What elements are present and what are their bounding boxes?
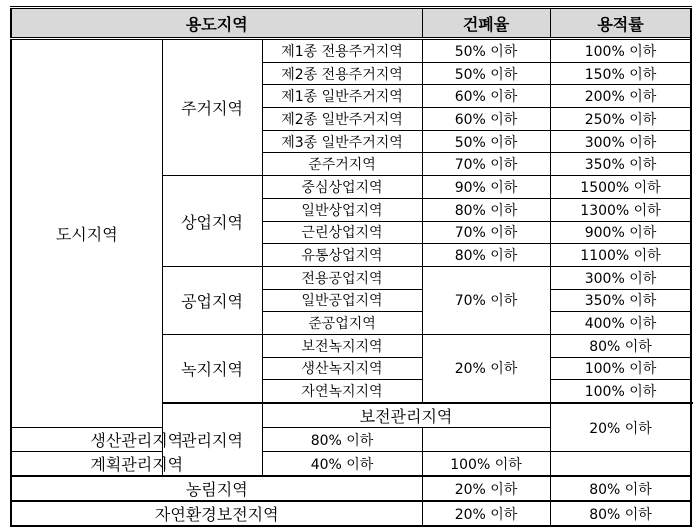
zone-name: 보전녹지지역 [262, 334, 422, 357]
coverage-value: 80% 이하 [422, 244, 550, 267]
far-value: 150% 이하 [550, 62, 691, 85]
far-value: 250% 이하 [550, 108, 691, 131]
zone-name: 제1종 일반주거지역 [262, 85, 422, 108]
zone-name: 계획관리지역 [11, 452, 262, 477]
far-value: 100% 이하 [550, 39, 691, 63]
header-zone: 용도지역 [11, 8, 422, 39]
coverage-value: 20% 이하 [422, 334, 550, 403]
coverage-value: 90% 이하 [422, 176, 550, 199]
coverage-value: 20% 이하 [422, 476, 550, 501]
zone-name: 중심상업지역 [262, 176, 422, 199]
table-row [11, 501, 691, 526]
header-coverage: 건폐율 [422, 8, 550, 39]
residential-label: 주거지역 [162, 39, 262, 176]
table-row [11, 476, 691, 501]
zone-name: 생산녹지지역 [262, 357, 422, 380]
coverage-value: 70% 이하 [422, 221, 550, 244]
zone-name: 준주거지역 [262, 153, 422, 176]
zone-name: 전용공업지역 [262, 266, 422, 289]
industrial-label: 공업지역 [162, 266, 262, 334]
zone-name: 제3종 일반주거지역 [262, 130, 422, 153]
zoning-table [10, 6, 692, 527]
zone-name: 자연녹지지역 [262, 380, 422, 403]
management-label: 관리지역 [162, 403, 262, 476]
zone-name: 제2종 일반주거지역 [262, 108, 422, 131]
zone-name: 자연환경보전지역 [11, 501, 422, 526]
zone-name: 농림지역 [11, 476, 422, 501]
coverage-value: 50% 이하 [422, 62, 550, 85]
zone-name: 보전관리지역 [262, 403, 550, 428]
coverage-value: 70% 이하 [422, 153, 550, 176]
far-value: 80% 이하 [550, 334, 691, 357]
far-value: 100% 이하 [422, 452, 550, 477]
coverage-value: 20% 이하 [550, 403, 691, 452]
zone-name: 유통상업지역 [262, 244, 422, 267]
table-row [11, 452, 691, 477]
far-value: 80% 이하 [550, 476, 691, 501]
zone-name: 일반공업지역 [262, 289, 422, 312]
zone-name: 일반상업지역 [262, 198, 422, 221]
far-value: 200% 이하 [550, 85, 691, 108]
table-row [11, 39, 691, 63]
commercial-label: 상업지역 [162, 176, 262, 267]
zone-name: 제2종 전용주거지역 [262, 62, 422, 85]
far-value: 400% 이하 [550, 312, 691, 335]
coverage-value: 40% 이하 [262, 452, 422, 477]
far-value: 100% 이하 [550, 380, 691, 403]
far-value: 80% 이하 [262, 428, 422, 452]
coverage-value: 60% 이하 [422, 108, 550, 131]
far-value: 300% 이하 [550, 130, 691, 153]
zone-name: 근린상업지역 [262, 221, 422, 244]
coverage-value: 60% 이하 [422, 85, 550, 108]
far-value: 350% 이하 [550, 153, 691, 176]
coverage-value: 70% 이하 [422, 266, 550, 334]
coverage-value: 50% 이하 [422, 130, 550, 153]
far-value: 300% 이하 [550, 266, 691, 289]
header-row [11, 8, 691, 39]
far-value: 900% 이하 [550, 221, 691, 244]
city-zone-label: 도시지역 [11, 39, 162, 428]
coverage-value: 20% 이하 [422, 501, 550, 526]
zone-name: 제1종 전용주거지역 [262, 39, 422, 63]
far-value: 1500% 이하 [550, 176, 691, 199]
far-value: 1300% 이하 [550, 198, 691, 221]
far-value: 80% 이하 [550, 501, 691, 526]
green-label: 녹지지역 [162, 334, 262, 403]
far-value: 100% 이하 [550, 357, 691, 380]
header-far: 용적률 [550, 8, 691, 39]
far-value: 350% 이하 [550, 289, 691, 312]
zone-name: 준공업지역 [262, 312, 422, 335]
far-value: 1100% 이하 [550, 244, 691, 267]
coverage-value: 50% 이하 [422, 39, 550, 63]
zone-name: 생산관리지역 [11, 428, 262, 452]
coverage-value: 80% 이하 [422, 198, 550, 221]
